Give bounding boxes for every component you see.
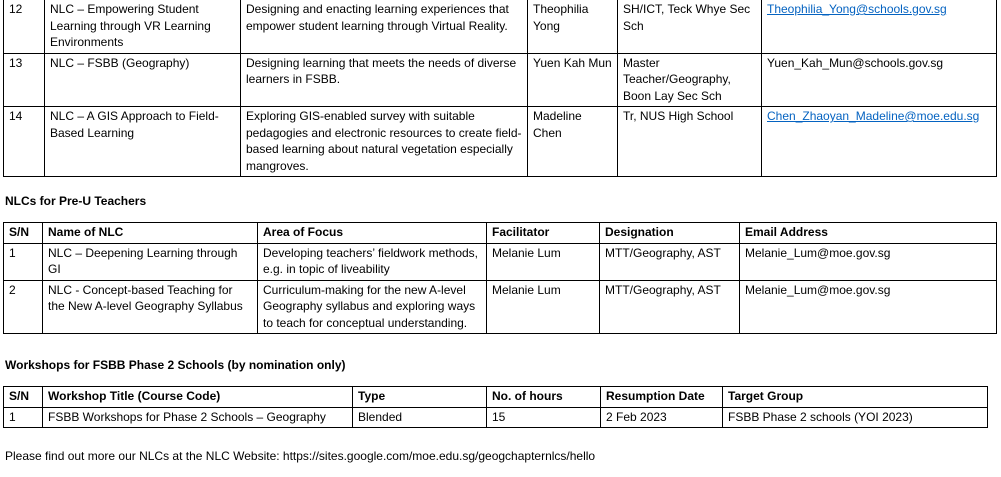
header-row — [4, 387, 988, 408]
pre-u-nlc-table — [3, 222, 997, 334]
sn-cell: 1 — [4, 407, 43, 428]
facilitator-cell: Theophilia Yong — [528, 0, 618, 53]
header-target: Target Group — [723, 387, 988, 408]
facilitator-cell: Melanie Lum — [487, 243, 600, 280]
date-cell: 2 Feb 2023 — [601, 407, 723, 428]
nlc-name-cell: NLC - Concept-based Teaching for the New A-level Geography Syllabus — [43, 280, 258, 334]
header-hours: No. of hours — [487, 387, 601, 408]
table-row — [4, 280, 997, 334]
header-sn: S/N — [4, 223, 43, 244]
sn-cell: 13 — [4, 53, 45, 107]
table-row — [4, 407, 988, 428]
table-row — [4, 243, 997, 280]
email-cell: Yuen_Kah_Mun@schools.gov.sg — [762, 53, 997, 107]
hours-cell: 15 — [487, 407, 601, 428]
sn-cell: 14 — [4, 107, 45, 177]
designation-cell: SH/ICT, Teck Whye Sec Sch — [618, 0, 762, 53]
designation-cell: Tr, NUS High School — [618, 107, 762, 177]
designation-cell: MTT/Geography, AST — [600, 243, 740, 280]
header-date: Resumption Date — [601, 387, 723, 408]
table-row — [4, 0, 997, 53]
workshop-title-cell: FSBB Workshops for Phase 2 Schools – Geography — [43, 407, 353, 428]
table-row — [4, 53, 997, 107]
focus-cell: Developing teachers’ fieldwork methods, e.g. in topic of liveability — [258, 243, 487, 280]
email-cell — [762, 0, 997, 53]
email-cell: Melanie_Lum@moe.gov.sg — [740, 280, 997, 334]
facilitator-cell: Melanie Lum — [487, 280, 600, 334]
section-heading-workshops: Workshops for FSBB Phase 2 Schools (by nomination only) — [5, 358, 346, 372]
header-email: Email Address — [740, 223, 997, 244]
sn-cell: 2 — [4, 280, 43, 334]
workshop-table — [3, 386, 988, 428]
header-name: Name of NLC — [43, 223, 258, 244]
nlc-name-cell: NLC – Deepening Learning through GI — [43, 243, 258, 280]
header-title: Workshop Title (Course Code) — [43, 387, 353, 408]
email-link[interactable]: Chen_Zhaoyan_Madeline@moe.edu.sg — [767, 109, 980, 123]
focus-cell: Exploring GIS-enabled survey with suitable pedagogies and electronic resources to create field-based learning about natural vegetation especially mangroves. — [241, 107, 528, 177]
nlc-table-continued — [3, 0, 997, 177]
facilitator-cell: Yuen Kah Mun — [528, 53, 618, 107]
nlc-name-cell: NLC – FSBB (Geography) — [45, 53, 241, 107]
footer-note: Please find out more our NLCs at the NLC Website: https://sites.google.com/moe.edu.sg/geogchapternlcs/hello — [5, 449, 596, 463]
sn-cell: 12 — [4, 0, 45, 53]
target-group-cell: FSBB Phase 2 schools (YOI 2023) — [723, 407, 988, 428]
focus-cell: Curriculum-making for the new A-level Geography syllabus and exploring ways to teach for conceptual understanding. — [258, 280, 487, 334]
sn-cell: 1 — [4, 243, 43, 280]
header-sn: S/N — [4, 387, 43, 408]
type-cell: Blended — [353, 407, 487, 428]
section-heading-pre-u: NLCs for Pre-U Teachers — [5, 194, 147, 208]
focus-cell: Designing and enacting learning experiences that empower student learning through Virtual Reality. — [241, 0, 528, 53]
nlc-name-cell: NLC – Empowering Student Learning through VR Learning Environments — [45, 0, 241, 53]
email-cell: Melanie_Lum@moe.gov.sg — [740, 243, 997, 280]
email-link[interactable]: Theophilia_Yong@schools.gov.sg — [767, 2, 947, 16]
email-cell — [762, 107, 997, 177]
designation-cell: MTT/Geography, AST — [600, 280, 740, 334]
facilitator-cell: Madeline Chen — [528, 107, 618, 177]
table-row — [4, 107, 997, 177]
header-row — [4, 223, 997, 244]
focus-cell: Designing learning that meets the needs of diverse learners in FSBB. — [241, 53, 528, 107]
nlc-name-cell: NLC – A GIS Approach to Field-Based Learning — [45, 107, 241, 177]
header-type: Type — [353, 387, 487, 408]
designation-cell: Master Teacher/Geography, Boon Lay Sec Sch — [618, 53, 762, 107]
header-designation: Designation — [600, 223, 740, 244]
header-facilitator: Facilitator — [487, 223, 600, 244]
header-focus: Area of Focus — [258, 223, 487, 244]
